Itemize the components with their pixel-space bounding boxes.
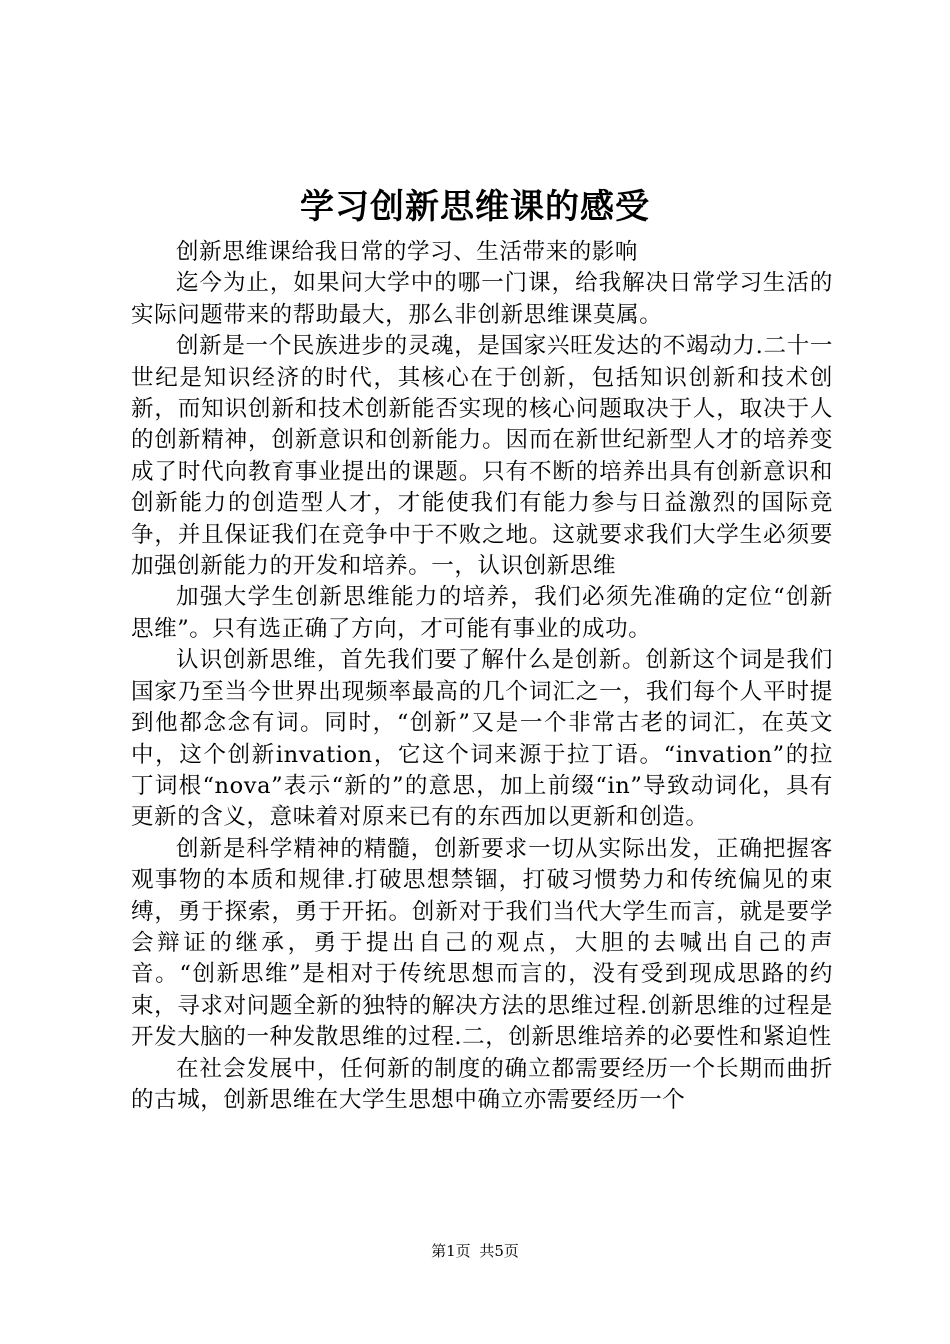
document-body [131, 237, 833, 1116]
paragraph: 认识创新思维，首先我们要了解什么是创新。创新这个词是我们国家乃至当今世界出现频率最高的几个词汇之一，我们每个人平时提到他都念念有词。同时，“创新”又是一个非常古老的词汇，在英文中，这个创新invation，它这个词来源于拉丁语。“invation”的拉丁词根“nova”表示“新的”的意思，加上前缀“in”导致动词化，具有更新的含义，意味着对原来已有的东西加以更新和创造。 [131, 647, 833, 831]
page-total: 共5页 [479, 1242, 519, 1260]
paragraph: 创新是一个民族进步的灵魂，是国家兴旺发达的不竭动力.二十一世纪是知识经济的时代，其核心在于创新，包括知识创新和技术创新，而知识创新和技术创新能否实现的核心问题取决于人，取决于人的创新精神，创新意识和创新能力。因而在新世纪新型人才的培养变成了时代向教育事业提出的课题。只有不断的培养出具有创新意识和创新能力的创造型人才，才能使我们有能力参与日益激烈的国际竞争，并且保证我们在竞争中于不败之地。这就要求我们大学生必须要加强创新能力的开发和培养。一，认识创新思维 [131, 333, 833, 580]
paragraph: 迄今为止，如果问大学中的哪一门课，给我解决日常学习生活的实际问题带来的帮助最大，那么非创新思维课莫属。 [131, 270, 833, 328]
subtitle-paragraph: 创新思维课给我日常的学习、生活带来的影响 [176, 239, 639, 265]
page-number: 第1页 [431, 1242, 471, 1260]
document-title: 学习创新思维课的感受 [300, 187, 650, 227]
paragraph: 在社会发展中，任何新的制度的确立都需要经历一个长期而曲折的古城，创新思维在大学生思想中确立亦需要经历一个 [131, 1055, 833, 1113]
paragraph: 加强大学生创新思维能力的培养，我们必须先准确的定位“创新思维”。只有选正确了方向，才可能有事业的成功。 [131, 584, 833, 642]
paragraph: 创新是科学精神的精髓，创新要求一切从实际出发，正确把握客观事物的本质和规律.打破思想禁锢，打破习惯势力和传统偏见的束缚，勇于探索，勇于开拓。创新对于我们当代大学生而言，就是要学会辩证的继承，勇于提出自己的观点，大胆的去喊出自己的声音。“创新思维”是相对于传统思想而言的，没有受到现成思路的约束，寻求对问题全新的独特的解决方法的思维过程.创新思维的过程是开发大脑的一种发散思维的过程.二，创新思维培养的必要性和紧迫性 [131, 835, 833, 1051]
page-footer [0, 1240, 950, 1262]
